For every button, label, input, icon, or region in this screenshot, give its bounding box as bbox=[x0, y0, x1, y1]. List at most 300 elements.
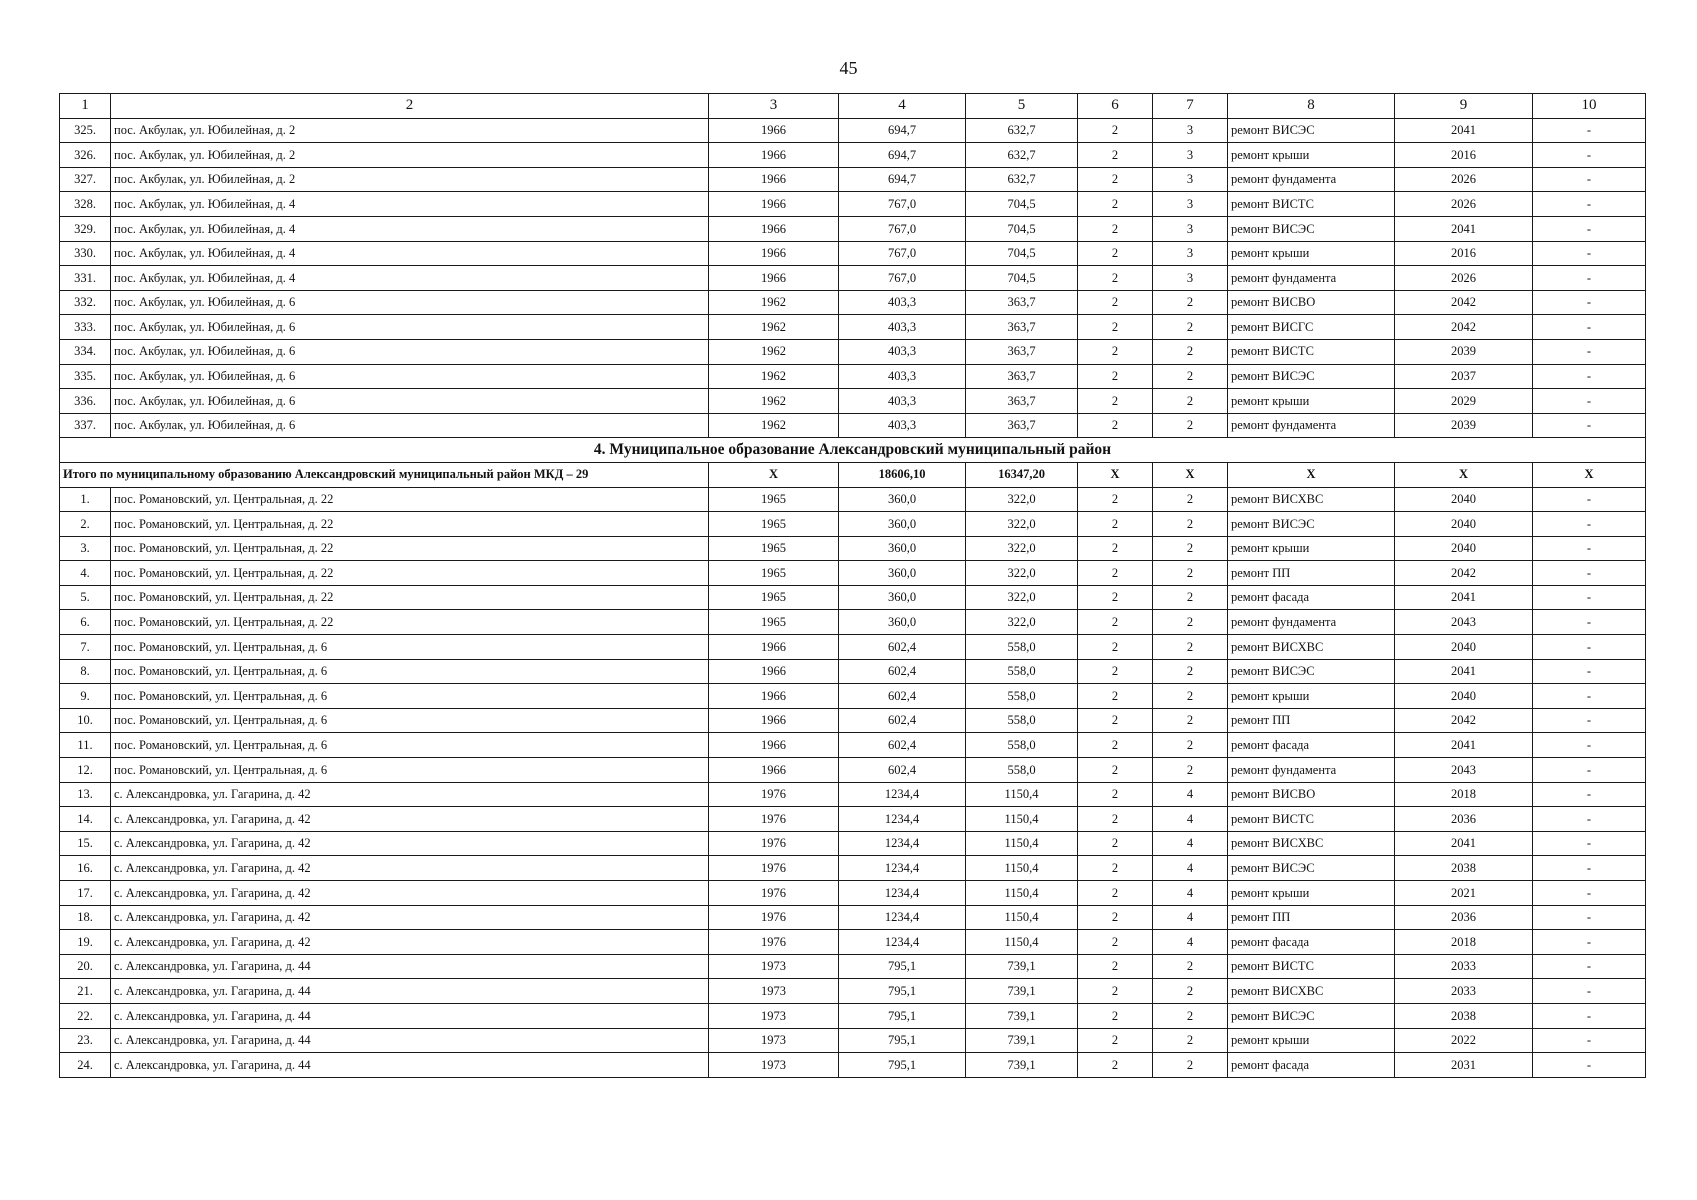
header-cell-floors-b: 7 bbox=[1153, 94, 1228, 119]
cell-floors-b: 2 bbox=[1153, 1003, 1228, 1028]
cell-floors-a: 2 bbox=[1078, 192, 1153, 217]
cell-work-type: ремонт ВИСХВС bbox=[1228, 635, 1395, 660]
cell-address: с. Александровка, ул. Гагарина, д. 42 bbox=[111, 905, 709, 930]
cell-floors-b: 3 bbox=[1153, 216, 1228, 241]
table-header-row bbox=[60, 94, 1646, 119]
cell-note: - bbox=[1533, 1053, 1646, 1078]
cell-num: 4. bbox=[60, 561, 111, 586]
cell-year-plan: 2018 bbox=[1395, 782, 1533, 807]
cell-work-type: ремонт ВИСТС bbox=[1228, 339, 1395, 364]
cell-num: 329. bbox=[60, 216, 111, 241]
cell-floors-a: 2 bbox=[1078, 782, 1153, 807]
cell-year-plan: 2021 bbox=[1395, 881, 1533, 906]
cell-floors-a: 2 bbox=[1078, 167, 1153, 192]
cell-year: 1962 bbox=[709, 290, 839, 315]
cell-floors-a: 2 bbox=[1078, 856, 1153, 881]
table-row bbox=[60, 339, 1646, 364]
table-row bbox=[60, 536, 1646, 561]
table-row bbox=[60, 512, 1646, 537]
cell-work-type: ремонт ВИСВО bbox=[1228, 782, 1395, 807]
cell-year: 1965 bbox=[709, 610, 839, 635]
cell-floors-b: 2 bbox=[1153, 413, 1228, 438]
table-row bbox=[60, 659, 1646, 684]
cell-floors-b: 3 bbox=[1153, 241, 1228, 266]
cell-work-type: ремонт крыши bbox=[1228, 241, 1395, 266]
cell-year: 1976 bbox=[709, 930, 839, 955]
cell-total-area: 795,1 bbox=[839, 1053, 966, 1078]
cell-note: - bbox=[1533, 118, 1646, 143]
cell-work-type: ремонт фасада bbox=[1228, 733, 1395, 758]
cell-work-type: ремонт крыши bbox=[1228, 881, 1395, 906]
cell-year-plan: 2041 bbox=[1395, 733, 1533, 758]
cell-address: с. Александровка, ул. Гагарина, д. 42 bbox=[111, 856, 709, 881]
cell-address: пос. Акбулак, ул. Юбилейная, д. 6 bbox=[111, 290, 709, 315]
cell-year-plan: 2037 bbox=[1395, 364, 1533, 389]
cell-year-plan: 2036 bbox=[1395, 905, 1533, 930]
cell-year: 1976 bbox=[709, 807, 839, 832]
cell-year: 1966 bbox=[709, 118, 839, 143]
cell-living-area: 558,0 bbox=[966, 758, 1078, 783]
cell-total-area: 602,4 bbox=[839, 635, 966, 660]
cell-work-type: ремонт фасада bbox=[1228, 930, 1395, 955]
table-row bbox=[60, 954, 1646, 979]
cell-living-area: 739,1 bbox=[966, 1003, 1078, 1028]
cell-work-type: ремонт ВИСЭС bbox=[1228, 856, 1395, 881]
cell-note: - bbox=[1533, 339, 1646, 364]
table-row bbox=[60, 167, 1646, 192]
cell-floors-b: 3 bbox=[1153, 167, 1228, 192]
cell-num: 9. bbox=[60, 684, 111, 709]
table-row bbox=[60, 585, 1646, 610]
cell-num: 13. bbox=[60, 782, 111, 807]
header-cell-year: 3 bbox=[709, 94, 839, 119]
header-cell-work-type: 8 bbox=[1228, 94, 1395, 119]
cell-floors-a: 2 bbox=[1078, 807, 1153, 832]
cell-living-area: 739,1 bbox=[966, 1053, 1078, 1078]
cell-total-area: 360,0 bbox=[839, 512, 966, 537]
cell-num: 333. bbox=[60, 315, 111, 340]
cell-total-area: 694,7 bbox=[839, 167, 966, 192]
cell-num: 336. bbox=[60, 389, 111, 414]
cell-floors-b: 2 bbox=[1153, 635, 1228, 660]
cell-num: 23. bbox=[60, 1028, 111, 1053]
cell-living-area: 363,7 bbox=[966, 364, 1078, 389]
cell-total-area: 360,0 bbox=[839, 536, 966, 561]
header-cell-year-plan: 9 bbox=[1395, 94, 1533, 119]
cell-work-type: ремонт фундамента bbox=[1228, 413, 1395, 438]
header-cell-address: 2 bbox=[111, 94, 709, 119]
cell-total-area: 602,4 bbox=[839, 708, 966, 733]
cell-year: 1976 bbox=[709, 831, 839, 856]
cell-year: 1976 bbox=[709, 905, 839, 930]
cell-work-type: ремонт ВИСЭС bbox=[1228, 118, 1395, 143]
cell-num: 2. bbox=[60, 512, 111, 537]
table-row bbox=[60, 610, 1646, 635]
cell-year: 1965 bbox=[709, 512, 839, 537]
cell-year-plan: 2039 bbox=[1395, 413, 1533, 438]
cell-year-plan: 2033 bbox=[1395, 979, 1533, 1004]
header-cell-num: 1 bbox=[60, 94, 111, 119]
cell-year: 1965 bbox=[709, 561, 839, 586]
cell-year: 1966 bbox=[709, 143, 839, 168]
cell-floors-b: 2 bbox=[1153, 979, 1228, 1004]
cell-note: - bbox=[1533, 585, 1646, 610]
table-row bbox=[60, 1053, 1646, 1078]
cell-work-type: ремонт ВИСТС bbox=[1228, 192, 1395, 217]
cell-year: 1966 bbox=[709, 241, 839, 266]
cell-total-area: 1234,4 bbox=[839, 881, 966, 906]
cell-work-type: ремонт фундамента bbox=[1228, 758, 1395, 783]
cell-total-area: 360,0 bbox=[839, 561, 966, 586]
cell-living-area: 1150,4 bbox=[966, 905, 1078, 930]
table-row bbox=[60, 561, 1646, 586]
cell-num: 12. bbox=[60, 758, 111, 783]
table-row bbox=[60, 930, 1646, 955]
table-row bbox=[60, 241, 1646, 266]
cell-work-type: ремонт ПП bbox=[1228, 905, 1395, 930]
table-row bbox=[60, 315, 1646, 340]
cell-floors-a: 2 bbox=[1078, 831, 1153, 856]
cell-total-area: 795,1 bbox=[839, 1028, 966, 1053]
cell-floors-b: 3 bbox=[1153, 192, 1228, 217]
cell-work-type: ремонт крыши bbox=[1228, 536, 1395, 561]
cell-year-plan: 2042 bbox=[1395, 561, 1533, 586]
table-row bbox=[60, 192, 1646, 217]
cell-floors-b: 2 bbox=[1153, 659, 1228, 684]
cell-address: с. Александровка, ул. Гагарина, д. 44 bbox=[111, 1003, 709, 1028]
cell-living-area: 739,1 bbox=[966, 1028, 1078, 1053]
cell-total-area: 1234,4 bbox=[839, 782, 966, 807]
cell-floors-a: 2 bbox=[1078, 905, 1153, 930]
cell-year-plan: 2016 bbox=[1395, 143, 1533, 168]
cell-living-area: 322,0 bbox=[966, 585, 1078, 610]
cell-address: с. Александровка, ул. Гагарина, д. 42 bbox=[111, 930, 709, 955]
cell-num: 332. bbox=[60, 290, 111, 315]
cell-living-area: 363,7 bbox=[966, 389, 1078, 414]
table-row bbox=[60, 266, 1646, 291]
cell-year-plan: 2016 bbox=[1395, 241, 1533, 266]
cell-total-area: 795,1 bbox=[839, 979, 966, 1004]
cell-total-area: 1234,4 bbox=[839, 807, 966, 832]
cell-num: 20. bbox=[60, 954, 111, 979]
cell-total-area: 602,4 bbox=[839, 733, 966, 758]
cell-num: 22. bbox=[60, 1003, 111, 1028]
header-cell-total-area: 4 bbox=[839, 94, 966, 119]
cell-year: 1962 bbox=[709, 339, 839, 364]
total-cell-floors-a: X bbox=[1078, 462, 1153, 487]
cell-num: 327. bbox=[60, 167, 111, 192]
cell-num: 1. bbox=[60, 487, 111, 512]
cell-total-area: 1234,4 bbox=[839, 930, 966, 955]
cell-year-plan: 2040 bbox=[1395, 487, 1533, 512]
cell-living-area: 558,0 bbox=[966, 684, 1078, 709]
cell-work-type: ремонт фундамента bbox=[1228, 610, 1395, 635]
cell-total-area: 1234,4 bbox=[839, 856, 966, 881]
cell-work-type: ремонт ВИСЭС bbox=[1228, 216, 1395, 241]
cell-note: - bbox=[1533, 659, 1646, 684]
cell-living-area: 363,7 bbox=[966, 413, 1078, 438]
cell-year: 1966 bbox=[709, 266, 839, 291]
cell-living-area: 739,1 bbox=[966, 954, 1078, 979]
cell-year: 1966 bbox=[709, 684, 839, 709]
cell-year-plan: 2040 bbox=[1395, 536, 1533, 561]
cell-year-plan: 2026 bbox=[1395, 167, 1533, 192]
cell-work-type: ремонт крыши bbox=[1228, 684, 1395, 709]
total-row bbox=[60, 462, 1646, 487]
page-number: 45 bbox=[839, 58, 858, 78]
cell-work-type: ремонт ВИСТС bbox=[1228, 807, 1395, 832]
cell-work-type: ремонт ВИСЭС bbox=[1228, 512, 1395, 537]
cell-total-area: 602,4 bbox=[839, 684, 966, 709]
cell-note: - bbox=[1533, 831, 1646, 856]
cell-floors-a: 2 bbox=[1078, 315, 1153, 340]
cell-num: 8. bbox=[60, 659, 111, 684]
section-title-row bbox=[60, 438, 1646, 463]
total-cell-note: X bbox=[1533, 462, 1646, 487]
cell-floors-b: 4 bbox=[1153, 930, 1228, 955]
cell-note: - bbox=[1533, 684, 1646, 709]
cell-floors-b: 4 bbox=[1153, 881, 1228, 906]
section-title: 4. Муниципальное образование Александровский муниципальный район bbox=[60, 438, 1646, 463]
cell-note: - bbox=[1533, 610, 1646, 635]
cell-year: 1962 bbox=[709, 413, 839, 438]
total-cell-floors-b: X bbox=[1153, 462, 1228, 487]
cell-year-plan: 2040 bbox=[1395, 512, 1533, 537]
cell-num: 326. bbox=[60, 143, 111, 168]
cell-address: пос. Акбулак, ул. Юбилейная, д. 6 bbox=[111, 389, 709, 414]
cell-num: 331. bbox=[60, 266, 111, 291]
table-row bbox=[60, 1003, 1646, 1028]
cell-note: - bbox=[1533, 315, 1646, 340]
cell-floors-b: 2 bbox=[1153, 315, 1228, 340]
cell-living-area: 1150,4 bbox=[966, 807, 1078, 832]
cell-total-area: 360,0 bbox=[839, 610, 966, 635]
cell-floors-a: 2 bbox=[1078, 389, 1153, 414]
cell-address: пос. Акбулак, ул. Юбилейная, д. 4 bbox=[111, 192, 709, 217]
cell-year-plan: 2038 bbox=[1395, 1003, 1533, 1028]
cell-floors-a: 2 bbox=[1078, 339, 1153, 364]
cell-num: 6. bbox=[60, 610, 111, 635]
cell-work-type: ремонт ПП bbox=[1228, 708, 1395, 733]
cell-note: - bbox=[1533, 930, 1646, 955]
cell-address: пос. Акбулак, ул. Юбилейная, д. 4 bbox=[111, 266, 709, 291]
cell-note: - bbox=[1533, 143, 1646, 168]
cell-work-type: ремонт фасада bbox=[1228, 585, 1395, 610]
cell-address: пос. Акбулак, ул. Юбилейная, д. 6 bbox=[111, 339, 709, 364]
cell-floors-b: 2 bbox=[1153, 585, 1228, 610]
cell-year: 1966 bbox=[709, 708, 839, 733]
cell-floors-b: 2 bbox=[1153, 733, 1228, 758]
cell-note: - bbox=[1533, 364, 1646, 389]
cell-num: 330. bbox=[60, 241, 111, 266]
cell-address: пос. Романовский, ул. Центральная, д. 6 bbox=[111, 758, 709, 783]
total-cell-year-plan: X bbox=[1395, 462, 1533, 487]
cell-floors-a: 2 bbox=[1078, 118, 1153, 143]
cell-total-area: 403,3 bbox=[839, 389, 966, 414]
cell-total-area: 403,3 bbox=[839, 290, 966, 315]
cell-total-area: 602,4 bbox=[839, 758, 966, 783]
cell-year-plan: 2033 bbox=[1395, 954, 1533, 979]
cell-total-area: 1234,4 bbox=[839, 905, 966, 930]
cell-year: 1976 bbox=[709, 782, 839, 807]
cell-note: - bbox=[1533, 389, 1646, 414]
cell-num: 21. bbox=[60, 979, 111, 1004]
cell-living-area: 322,0 bbox=[966, 610, 1078, 635]
table-row bbox=[60, 708, 1646, 733]
cell-total-area: 767,0 bbox=[839, 266, 966, 291]
table-row bbox=[60, 143, 1646, 168]
cell-floors-a: 2 bbox=[1078, 979, 1153, 1004]
header-cell-living-area: 5 bbox=[966, 94, 1078, 119]
cell-note: - bbox=[1533, 758, 1646, 783]
total-cell-living-area: 16347,20 bbox=[966, 462, 1078, 487]
cell-num: 334. bbox=[60, 339, 111, 364]
cell-address: пос. Романовский, ул. Центральная, д. 22 bbox=[111, 536, 709, 561]
cell-living-area: 704,5 bbox=[966, 241, 1078, 266]
cell-address: пос. Акбулак, ул. Юбилейная, д. 6 bbox=[111, 413, 709, 438]
cell-floors-b: 3 bbox=[1153, 143, 1228, 168]
cell-floors-a: 2 bbox=[1078, 708, 1153, 733]
cell-work-type: ремонт крыши bbox=[1228, 389, 1395, 414]
cell-floors-a: 2 bbox=[1078, 487, 1153, 512]
cell-total-area: 1234,4 bbox=[839, 831, 966, 856]
cell-work-type: ремонт ВИСХВС bbox=[1228, 979, 1395, 1004]
table-row bbox=[60, 216, 1646, 241]
cell-address: пос. Романовский, ул. Центральная, д. 6 bbox=[111, 635, 709, 660]
cell-num: 5. bbox=[60, 585, 111, 610]
cell-living-area: 1150,4 bbox=[966, 782, 1078, 807]
cell-year: 1966 bbox=[709, 635, 839, 660]
cell-living-area: 363,7 bbox=[966, 339, 1078, 364]
cell-address: пос. Акбулак, ул. Юбилейная, д. 4 bbox=[111, 241, 709, 266]
cell-floors-a: 2 bbox=[1078, 684, 1153, 709]
cell-floors-a: 2 bbox=[1078, 266, 1153, 291]
cell-work-type: ремонт крыши bbox=[1228, 143, 1395, 168]
cell-year-plan: 2042 bbox=[1395, 290, 1533, 315]
cell-address: пос. Романовский, ул. Центральная, д. 22 bbox=[111, 487, 709, 512]
header-cell-floors-a: 6 bbox=[1078, 94, 1153, 119]
cell-num: 337. bbox=[60, 413, 111, 438]
cell-address: с. Александровка, ул. Гагарина, д. 44 bbox=[111, 1053, 709, 1078]
cell-total-area: 360,0 bbox=[839, 487, 966, 512]
cell-floors-b: 2 bbox=[1153, 290, 1228, 315]
cell-note: - bbox=[1533, 856, 1646, 881]
cell-address: пос. Акбулак, ул. Юбилейная, д. 2 bbox=[111, 118, 709, 143]
cell-floors-b: 4 bbox=[1153, 807, 1228, 832]
cell-floors-a: 2 bbox=[1078, 585, 1153, 610]
cell-note: - bbox=[1533, 487, 1646, 512]
cell-address: пос. Романовский, ул. Центральная, д. 22 bbox=[111, 512, 709, 537]
cell-year-plan: 2039 bbox=[1395, 339, 1533, 364]
total-cell-year: X bbox=[709, 462, 839, 487]
cell-living-area: 632,7 bbox=[966, 118, 1078, 143]
cell-address: с. Александровка, ул. Гагарина, д. 42 bbox=[111, 881, 709, 906]
cell-floors-b: 2 bbox=[1153, 364, 1228, 389]
cell-floors-a: 2 bbox=[1078, 954, 1153, 979]
cell-living-area: 1150,4 bbox=[966, 881, 1078, 906]
cell-note: - bbox=[1533, 241, 1646, 266]
cell-total-area: 767,0 bbox=[839, 241, 966, 266]
cell-floors-a: 2 bbox=[1078, 561, 1153, 586]
cell-address: пос. Романовский, ул. Центральная, д. 22 bbox=[111, 610, 709, 635]
cell-living-area: 632,7 bbox=[966, 167, 1078, 192]
table-row bbox=[60, 758, 1646, 783]
cell-living-area: 363,7 bbox=[966, 290, 1078, 315]
cell-year: 1966 bbox=[709, 216, 839, 241]
cell-floors-b: 2 bbox=[1153, 708, 1228, 733]
cell-total-area: 767,0 bbox=[839, 216, 966, 241]
cell-num: 3. bbox=[60, 536, 111, 561]
cell-floors-a: 2 bbox=[1078, 536, 1153, 561]
table-row bbox=[60, 831, 1646, 856]
cell-year-plan: 2026 bbox=[1395, 192, 1533, 217]
cell-floors-b: 2 bbox=[1153, 684, 1228, 709]
cell-floors-a: 2 bbox=[1078, 413, 1153, 438]
cell-address: с. Александровка, ул. Гагарина, д. 44 bbox=[111, 979, 709, 1004]
cell-living-area: 1150,4 bbox=[966, 831, 1078, 856]
cell-living-area: 558,0 bbox=[966, 733, 1078, 758]
cell-total-area: 403,3 bbox=[839, 413, 966, 438]
cell-year-plan: 2040 bbox=[1395, 635, 1533, 660]
table-row bbox=[60, 684, 1646, 709]
cell-note: - bbox=[1533, 954, 1646, 979]
cell-work-type: ремонт ВИСЭС bbox=[1228, 659, 1395, 684]
total-label: Итого по муниципальному образованию Александровский муниципальный район МКД – 29 bbox=[60, 462, 709, 487]
cell-floors-a: 2 bbox=[1078, 881, 1153, 906]
cell-living-area: 704,5 bbox=[966, 216, 1078, 241]
cell-floors-a: 2 bbox=[1078, 1003, 1153, 1028]
cell-year: 1966 bbox=[709, 167, 839, 192]
cell-year-plan: 2041 bbox=[1395, 118, 1533, 143]
cell-address: пос. Акбулак, ул. Юбилейная, д. 2 bbox=[111, 167, 709, 192]
total-cell-total-area: 18606,10 bbox=[839, 462, 966, 487]
cell-floors-b: 2 bbox=[1153, 389, 1228, 414]
cell-num: 325. bbox=[60, 118, 111, 143]
table-row bbox=[60, 118, 1646, 143]
cell-note: - bbox=[1533, 266, 1646, 291]
cell-num: 17. bbox=[60, 881, 111, 906]
cell-floors-b: 4 bbox=[1153, 782, 1228, 807]
cell-year-plan: 2041 bbox=[1395, 831, 1533, 856]
cell-total-area: 767,0 bbox=[839, 192, 966, 217]
cell-living-area: 704,5 bbox=[966, 266, 1078, 291]
cell-floors-b: 4 bbox=[1153, 856, 1228, 881]
cell-total-area: 795,1 bbox=[839, 954, 966, 979]
cell-floors-a: 2 bbox=[1078, 241, 1153, 266]
cell-year-plan: 2040 bbox=[1395, 684, 1533, 709]
table-row bbox=[60, 905, 1646, 930]
cell-year: 1966 bbox=[709, 659, 839, 684]
cell-floors-b: 2 bbox=[1153, 339, 1228, 364]
cell-floors-b: 2 bbox=[1153, 1053, 1228, 1078]
cell-address: с. Александровка, ул. Гагарина, д. 42 bbox=[111, 831, 709, 856]
cell-total-area: 403,3 bbox=[839, 339, 966, 364]
cell-year: 1962 bbox=[709, 315, 839, 340]
cell-note: - bbox=[1533, 192, 1646, 217]
cell-work-type: ремонт ВИСЭС bbox=[1228, 1003, 1395, 1028]
cell-year: 1973 bbox=[709, 954, 839, 979]
cell-living-area: 558,0 bbox=[966, 708, 1078, 733]
cell-floors-b: 2 bbox=[1153, 1028, 1228, 1053]
cell-address: пос. Акбулак, ул. Юбилейная, д. 4 bbox=[111, 216, 709, 241]
cell-floors-a: 2 bbox=[1078, 216, 1153, 241]
cell-work-type: ремонт ВИСХВС bbox=[1228, 487, 1395, 512]
cell-work-type: ремонт фундамента bbox=[1228, 167, 1395, 192]
table-row bbox=[60, 364, 1646, 389]
cell-address: с. Александровка, ул. Гагарина, д. 42 bbox=[111, 807, 709, 832]
cell-floors-a: 2 bbox=[1078, 143, 1153, 168]
cell-floors-b: 2 bbox=[1153, 758, 1228, 783]
